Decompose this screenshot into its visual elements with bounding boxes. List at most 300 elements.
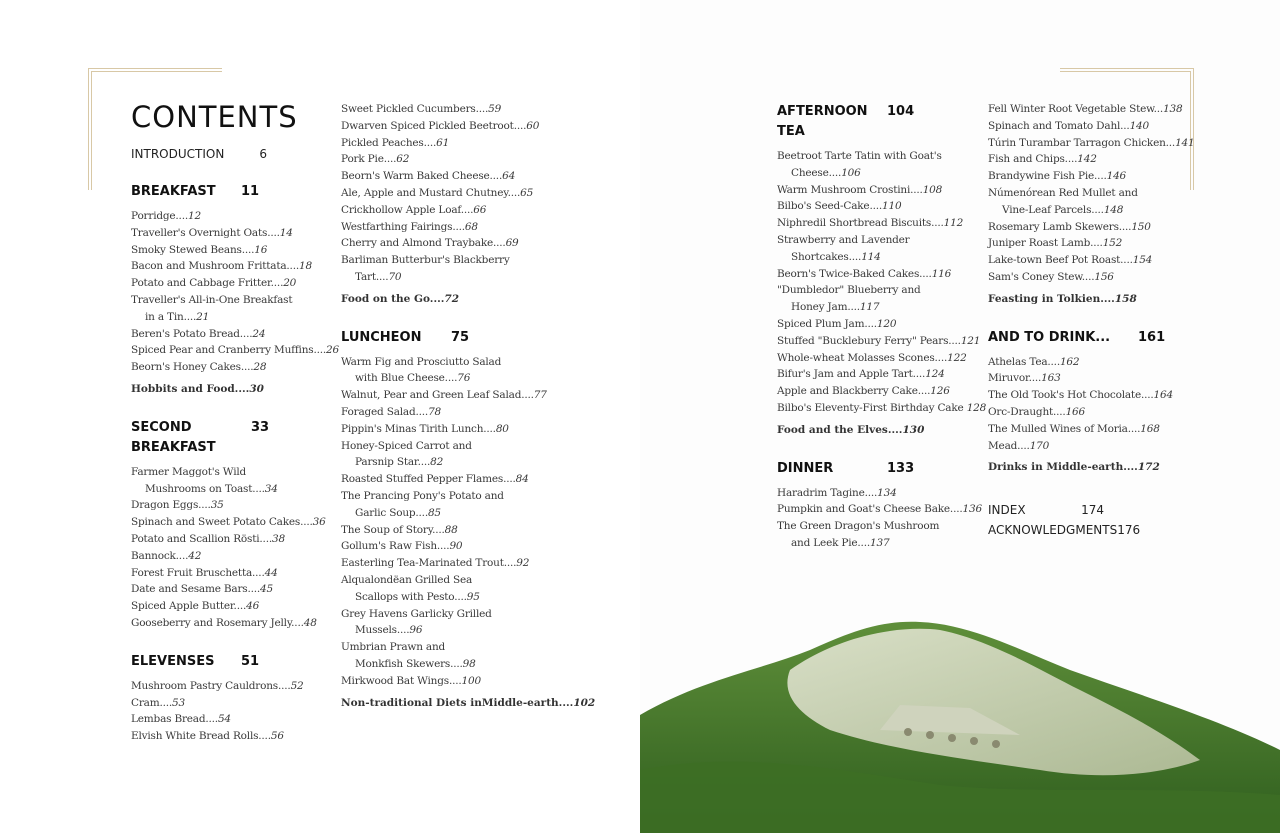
recipe-entry[interactable] — [777, 485, 987, 502]
entry-title: Pork Pie.... — [341, 153, 397, 166]
entry-title-cont: Mussels.... — [355, 624, 410, 637]
entry-title: Sam's Coney Stew.... — [988, 270, 1095, 283]
entry-title-continued — [341, 370, 551, 387]
recipe-entry[interactable] — [341, 673, 551, 690]
entry-title-continued — [341, 656, 551, 673]
entry-page: 35 — [210, 499, 224, 512]
section-page: 104 — [887, 104, 915, 119]
entry-page: 141 — [1175, 136, 1195, 149]
entry-page: 88 — [444, 523, 458, 536]
entry-title: Food on the Go.... — [341, 292, 445, 305]
recipe-entry[interactable] — [341, 219, 551, 236]
section-page: 51 — [241, 653, 260, 669]
entry-page: 166 — [1065, 405, 1086, 418]
entry-page: 96 — [409, 624, 423, 637]
entry-page: 158 — [1114, 292, 1137, 305]
recipe-entry[interactable] — [341, 555, 551, 572]
entry-title: Miruvor.... — [988, 372, 1042, 385]
entry-title: Whole-wheat Molasses Scones.... — [777, 351, 948, 364]
entry-page: 48 — [303, 616, 317, 629]
feature-entry[interactable] — [777, 422, 987, 439]
recipe-entry[interactable] — [777, 333, 987, 350]
entry-title: Farmer Maggot's Wild — [131, 465, 247, 478]
entry-title: Beren's Potato Bread.... — [131, 327, 253, 340]
recipe-entry[interactable] — [131, 497, 341, 514]
entry-title: Beorn's Warm Baked Cheese.... — [341, 170, 503, 183]
section-page: 75 — [451, 329, 470, 345]
entry-page: 95 — [466, 590, 480, 603]
entry-page: 108 — [922, 183, 943, 196]
entry-title: Cherry and Almond Traybake.... — [341, 237, 506, 250]
recipe-entry[interactable] — [341, 118, 551, 135]
acknowledgments-label: ACKNOWLEDGMENTS — [988, 523, 1118, 538]
entry-title: Bacon and Mushroom Frittata.... — [131, 260, 299, 273]
entry-page: 150 — [1131, 220, 1151, 233]
section-heading[interactable] — [341, 328, 551, 348]
entry-title-continued — [341, 505, 551, 522]
recipe-entry[interactable] — [131, 728, 341, 745]
recipe-entry[interactable] — [988, 151, 1198, 168]
recipe-entry[interactable] — [341, 185, 551, 202]
entry-title: Potato and Cabbage Fritter.... — [131, 277, 284, 290]
recipe-entry[interactable] — [988, 235, 1198, 252]
entry-page: 45 — [260, 583, 273, 596]
feature-entry[interactable] — [341, 695, 596, 712]
entry-page: 98 — [462, 657, 476, 670]
entry-title-cont: Cheese.... — [791, 166, 842, 179]
entry-title-cont: Monkfish Skewers.... — [355, 657, 463, 670]
contents-column-4 — [988, 101, 1198, 540]
toc-acknowledgments[interactable] — [988, 520, 1141, 540]
entry-page: 112 — [943, 217, 964, 230]
entry-title: Bilbo's Eleventy-First Birthday Cake — [777, 401, 967, 414]
recipe-entry[interactable] — [341, 488, 551, 522]
entry-title: Traveller's Overnight Oats.... — [131, 226, 280, 239]
recipe-entry[interactable] — [777, 518, 987, 552]
section-page: 33 — [251, 419, 270, 435]
recipe-entry[interactable] — [131, 598, 341, 615]
toc-index[interactable] — [988, 500, 1104, 520]
entry-page: 24 — [252, 327, 266, 340]
entry-title-continued — [131, 309, 341, 326]
recipe-entry[interactable] — [777, 198, 987, 215]
entry-title: Fell Winter Root Vegetable Stew... — [988, 103, 1164, 115]
entry-page: 162 — [1059, 355, 1080, 368]
entry-page: 116 — [931, 267, 952, 280]
entry-page: 124 — [925, 368, 945, 381]
entry-title-cont: Vine-Leaf Parcels.... — [1002, 203, 1104, 216]
contents-column-3 — [777, 102, 987, 552]
recipe-entry[interactable] — [988, 252, 1198, 269]
entry-page: 59 — [488, 103, 502, 115]
entry-title: Beorn's Honey Cakes.... — [131, 361, 254, 374]
recipe-entry[interactable] — [341, 639, 551, 673]
entry-page: 117 — [859, 301, 880, 314]
entry-page: 106 — [841, 166, 861, 179]
entry-title: The Green Dragon's Mushroom — [777, 520, 940, 533]
entry-page: 137 — [869, 536, 890, 549]
recipe-entry[interactable] — [988, 219, 1198, 236]
entry-title-cont: Middle-earth.... — [481, 696, 574, 709]
recipe-entry[interactable] — [988, 370, 1198, 387]
entry-page: 164 — [1153, 389, 1173, 402]
recipe-entry[interactable] — [131, 242, 341, 259]
entry-title: "Dumbledor" Blueberry and — [777, 284, 921, 297]
recipe-entry[interactable] — [988, 101, 1198, 118]
recipe-entry[interactable] — [341, 438, 551, 472]
recipe-entry[interactable] — [341, 235, 551, 252]
section-heading[interactable] — [988, 328, 1198, 348]
recipe-entry[interactable] — [131, 208, 341, 225]
recipe-entry[interactable] — [341, 522, 551, 539]
recipe-entry[interactable] — [131, 514, 341, 531]
recipe-entry[interactable] — [341, 606, 551, 640]
recipe-entry[interactable] — [777, 215, 987, 232]
entry-title: Haradrim Tagine.... — [777, 486, 878, 499]
entry-page: 68 — [464, 220, 478, 233]
entry-title: Traveller's All-in-One Breakfast — [131, 293, 293, 306]
entry-title-continued — [777, 249, 987, 266]
entry-title-continued — [988, 202, 1198, 219]
entry-page: 120 — [876, 317, 897, 330]
entry-page: 26 — [326, 344, 339, 357]
entry-page: 148 — [1103, 203, 1124, 216]
recipe-entry[interactable] — [131, 342, 341, 359]
entry-page: 126 — [930, 385, 950, 398]
entry-title-cont: Mushrooms on Toast.... — [145, 482, 265, 495]
entry-page: 66 — [473, 203, 487, 216]
entry-page: 69 — [505, 237, 519, 250]
index-label: INDEX — [988, 503, 1026, 518]
entry-title: Pumpkin and Goat's Cheese Bake.... — [777, 503, 963, 516]
entry-title-cont: Shortcakes.... — [791, 250, 862, 263]
recipe-entry[interactable] — [777, 400, 987, 417]
recipe-entry[interactable] — [988, 421, 1198, 438]
entry-title: Lake-town Beef Pot Roast.... — [988, 254, 1133, 267]
entry-page: 121 — [960, 334, 981, 347]
recipe-entry[interactable] — [777, 282, 987, 316]
recipe-entry[interactable] — [131, 678, 341, 695]
entry-page: 82 — [430, 456, 444, 469]
entry-title: Dwarven Spiced Pickled Beetroot.... — [341, 119, 527, 132]
entry-title-cont: Honey Jam.... — [791, 301, 860, 314]
entry-page: 156 — [1094, 270, 1114, 283]
entry-title: Honey-Spiced Carrot and — [341, 439, 472, 452]
entry-title-cont: Tart.... — [355, 270, 389, 283]
entry-title: Feasting in Tolkien.... — [988, 292, 1115, 305]
entry-title: Bifur's Jam and Apple Tart.... — [777, 368, 926, 381]
entry-title: The Soup of Story.... — [341, 523, 445, 536]
entry-page: 78 — [428, 405, 442, 418]
entry-title: Niphredil Shortbread Biscuits.... — [777, 217, 944, 230]
feature-entry[interactable] — [988, 291, 1198, 308]
recipe-entry[interactable] — [341, 404, 551, 421]
entry-page: 42 — [188, 549, 202, 562]
entry-title-cont: in a Tin.... — [145, 310, 197, 323]
entry-title: Bilbo's Seed-Cake.... — [777, 200, 882, 213]
entry-page: 92 — [516, 557, 530, 570]
entry-page: 84 — [515, 473, 529, 486]
entry-title: Mirkwood Bat Wings.... — [341, 674, 462, 687]
recipe-entry[interactable] — [777, 350, 987, 367]
entry-title: Númenórean Red Mullet and — [988, 186, 1138, 199]
recipe-entry[interactable] — [131, 258, 341, 275]
acknowledgments-page: 176 — [1117, 523, 1141, 538]
entry-title: Sweet Pickled Cucumbers.... — [341, 103, 489, 115]
entry-page: 52 — [290, 679, 304, 692]
recipe-entry[interactable] — [988, 269, 1198, 286]
entry-title: Fish and Chips.... — [988, 153, 1078, 166]
entry-title: Stuffed "Bucklebury Ferry" Pears.... — [777, 334, 961, 347]
toc-list — [988, 101, 1198, 476]
recipe-entry[interactable] — [341, 471, 551, 488]
recipe-entry[interactable] — [988, 168, 1198, 185]
entry-title-continued — [341, 622, 551, 639]
entry-page: 136 — [962, 503, 982, 516]
entry-page: 134 — [877, 486, 897, 499]
entry-title: Smoky Stewed Beans.... — [131, 243, 255, 256]
entry-page: 65 — [520, 186, 534, 199]
recipe-entry[interactable] — [131, 548, 341, 565]
entry-title-cont: and Leek Pie.... — [791, 536, 870, 549]
entry-title: Juniper Roast Lamb.... — [988, 237, 1103, 250]
introduction-page: 6 — [259, 147, 267, 161]
entry-page: 80 — [495, 422, 509, 435]
recipe-entry[interactable] — [988, 135, 1198, 152]
entry-title: Ale, Apple and Mustard Chutney.... — [341, 186, 521, 199]
section-heading[interactable] — [777, 459, 987, 479]
toc-list — [131, 182, 341, 745]
entry-page: 56 — [270, 730, 284, 743]
recipe-entry[interactable] — [777, 501, 987, 518]
entry-page: 122 — [947, 351, 967, 364]
recipe-entry[interactable] — [341, 168, 551, 185]
entry-page: 44 — [264, 566, 278, 579]
entry-title: Foraged Salad.... — [341, 405, 429, 418]
section-heading[interactable] — [131, 182, 341, 202]
entry-title: Brandywine Fish Pie.... — [988, 170, 1107, 183]
recipe-entry[interactable] — [341, 135, 551, 152]
entry-title: Beorn's Twice-Baked Cakes.... — [777, 267, 932, 280]
entry-title-cont: Scallops with Pesto.... — [355, 590, 467, 603]
entry-page: 60 — [526, 119, 540, 132]
recipe-entry[interactable] — [131, 695, 341, 712]
entry-title-continued — [777, 299, 987, 316]
entry-page: 62 — [396, 153, 410, 166]
recipe-entry[interactable] — [777, 232, 987, 266]
entry-title: Drinks in Middle-earth.... — [988, 461, 1138, 474]
toc-introduction[interactable] — [131, 144, 267, 164]
recipe-entry[interactable] — [131, 464, 341, 498]
entry-title-cont: with Blue Cheese.... — [355, 372, 458, 385]
entry-title: The Prancing Pony's Potato and — [341, 489, 504, 502]
entry-page: 16 — [254, 243, 268, 256]
recipe-entry[interactable] — [131, 615, 341, 632]
recipe-entry[interactable] — [988, 185, 1198, 219]
entry-title: Túrin Turambar Tarragon Chicken... — [988, 136, 1176, 149]
recipe-entry[interactable] — [988, 404, 1198, 421]
entry-title: Crickhollow Apple Loaf.... — [341, 203, 474, 216]
recipe-entry[interactable] — [131, 292, 341, 326]
recipe-entry[interactable] — [131, 531, 341, 548]
entry-title: Athelas Tea.... — [988, 355, 1060, 368]
entry-title: Gooseberry and Rosemary Jelly.... — [131, 616, 304, 629]
section-title: SECOND BREAKFAST — [131, 419, 216, 455]
entry-title: Barliman Butterbur's Blackberry — [341, 254, 510, 267]
recipe-entry[interactable] — [131, 581, 341, 598]
entry-page: 100 — [461, 674, 481, 687]
section-title: DINNER — [777, 460, 834, 476]
entry-title: Grey Havens Garlicky Grilled — [341, 607, 492, 620]
entry-title-continued — [341, 269, 551, 286]
recipe-entry[interactable] — [777, 266, 987, 283]
recipe-entry[interactable] — [131, 225, 341, 242]
entry-title: Rosemary Lamb Skewers.... — [988, 220, 1132, 233]
entry-page: 138 — [1163, 103, 1183, 115]
entry-title: Umbrian Prawn and — [341, 641, 446, 654]
recipe-entry[interactable] — [777, 316, 987, 333]
entry-page: 28 — [253, 361, 267, 374]
hobbit-hill-illustration — [640, 610, 1280, 833]
recipe-entry[interactable] — [341, 421, 551, 438]
entry-page: 36 — [312, 516, 326, 529]
feature-entry[interactable] — [131, 381, 341, 398]
entry-page: 85 — [427, 506, 441, 519]
entry-page: 64 — [502, 170, 516, 183]
introduction-label: INTRODUCTION — [131, 147, 225, 161]
entry-title-continued — [777, 535, 987, 552]
section-heading[interactable] — [777, 102, 987, 142]
recipe-entry[interactable] — [341, 387, 551, 404]
recipe-entry[interactable] — [988, 387, 1198, 404]
entry-title: The Mulled Wines of Moria.... — [988, 422, 1141, 435]
section-heading[interactable] — [131, 652, 341, 672]
section-heading[interactable] — [131, 418, 341, 458]
entry-page: 170 — [1029, 439, 1050, 452]
recipe-entry[interactable] — [341, 538, 551, 555]
recipe-entry[interactable] — [341, 354, 551, 388]
section-title: ELEVENSES — [131, 653, 215, 669]
entry-page: 12 — [187, 210, 201, 222]
entry-title-cont: Garlic Soup.... — [355, 506, 428, 519]
entry-page: 18 — [298, 260, 312, 273]
section-title: LUNCHEON — [341, 329, 422, 345]
section-page: 161 — [1138, 329, 1166, 345]
entry-title: Cram.... — [131, 696, 173, 709]
recipe-entry[interactable] — [988, 118, 1198, 135]
entry-page: 163 — [1041, 372, 1061, 385]
feature-entry[interactable] — [341, 291, 551, 308]
entry-title-cont: Parsnip Star.... — [355, 456, 431, 469]
recipe-entry[interactable] — [777, 383, 987, 400]
contents-column-1 — [131, 100, 341, 745]
entry-page: 146 — [1106, 170, 1127, 183]
entry-title: Lembas Bread.... — [131, 713, 218, 726]
entry-page: 38 — [271, 532, 285, 545]
recipe-entry[interactable] — [988, 438, 1198, 455]
recipe-entry[interactable] — [341, 151, 551, 168]
entry-title: Hobbits and Food.... — [131, 382, 250, 395]
recipe-entry[interactable] — [131, 275, 341, 292]
entry-page: 72 — [444, 292, 460, 305]
recipe-entry[interactable] — [131, 565, 341, 582]
recipe-entry[interactable] — [131, 326, 341, 343]
section-title: AFTERNOON TEA — [777, 104, 868, 139]
entry-title: Porridge.... — [131, 210, 188, 222]
entry-title: Spinach and Tomato Dahl... — [988, 119, 1130, 132]
entry-page: 53 — [172, 696, 185, 709]
entry-page: 46 — [246, 600, 260, 613]
recipe-entry[interactable] — [341, 202, 551, 219]
entry-page: 77 — [533, 389, 547, 402]
entry-page: 152 — [1102, 237, 1123, 250]
entry-title: Bannock.... — [131, 549, 189, 562]
entry-page: 34 — [264, 482, 278, 495]
entry-title-continued — [777, 165, 987, 182]
entry-title: The Old Took's Hot Chocolate.... — [988, 389, 1154, 402]
page-title: CONTENTS — [131, 100, 298, 134]
entry-title: Spinach and Sweet Potato Cakes.... — [131, 516, 313, 529]
entry-title: Dragon Eggs.... — [131, 499, 211, 512]
section-title: BREAKFAST — [131, 184, 216, 199]
entry-title: Apple and Blackberry Cake.... — [777, 385, 931, 398]
entry-title: Spiced Plum Jam.... — [777, 317, 877, 330]
entry-page: 30 — [249, 382, 264, 395]
entry-page: 90 — [449, 540, 463, 553]
entry-title: Strawberry and Lavender — [777, 233, 910, 246]
recipe-entry[interactable] — [777, 366, 987, 383]
entry-title: Mushroom Pastry Cauldrons.... — [131, 679, 291, 692]
recipe-entry[interactable] — [777, 148, 987, 182]
entry-page: 128 — [966, 401, 987, 414]
contents-column-2 — [341, 101, 596, 711]
entry-title: Roasted Stuffed Pepper Flames.... — [341, 473, 516, 486]
entry-title: Spiced Pear and Cranberry Muffins.... — [131, 344, 326, 357]
entry-page: 172 — [1137, 461, 1160, 474]
recipe-entry[interactable] — [131, 711, 341, 728]
entry-title: Beetroot Tarte Tatin with Goat's — [777, 150, 942, 162]
entry-page: 20 — [283, 277, 297, 290]
entry-title: Warm Fig and Prosciutto Salad — [341, 355, 502, 368]
toc-list — [341, 101, 596, 711]
toc-list — [777, 102, 987, 552]
recipe-entry[interactable] — [341, 101, 551, 118]
entry-title: Elvish White Bread Rolls.... — [131, 730, 271, 743]
recipe-entry[interactable] — [988, 354, 1198, 371]
entry-page: 130 — [902, 423, 925, 436]
entry-page: 114 — [861, 250, 881, 263]
entry-page: 154 — [1132, 254, 1153, 267]
entry-title-continued — [131, 481, 341, 498]
entry-title: Orc-Draught.... — [988, 405, 1066, 418]
recipe-entry[interactable] — [777, 182, 987, 199]
entry-page: 21 — [196, 310, 210, 323]
entry-title-continued — [341, 589, 551, 606]
entry-page: 142 — [1077, 153, 1097, 166]
entry-page: 76 — [457, 372, 471, 385]
entry-title: Food and the Elves.... — [777, 423, 903, 436]
recipe-entry[interactable] — [131, 359, 341, 376]
entry-page: 110 — [882, 200, 902, 213]
recipe-entry[interactable] — [341, 572, 551, 606]
entry-page: 102 — [573, 696, 596, 709]
index-page: 174 — [1081, 503, 1104, 518]
feature-entry[interactable] — [988, 459, 1198, 476]
entry-title: Pippin's Minas Tirith Lunch.... — [341, 422, 496, 435]
entry-title: Date and Sesame Bars.... — [131, 583, 261, 596]
entry-title: Warm Mushroom Crostini.... — [777, 183, 923, 196]
recipe-entry[interactable] — [341, 252, 551, 286]
